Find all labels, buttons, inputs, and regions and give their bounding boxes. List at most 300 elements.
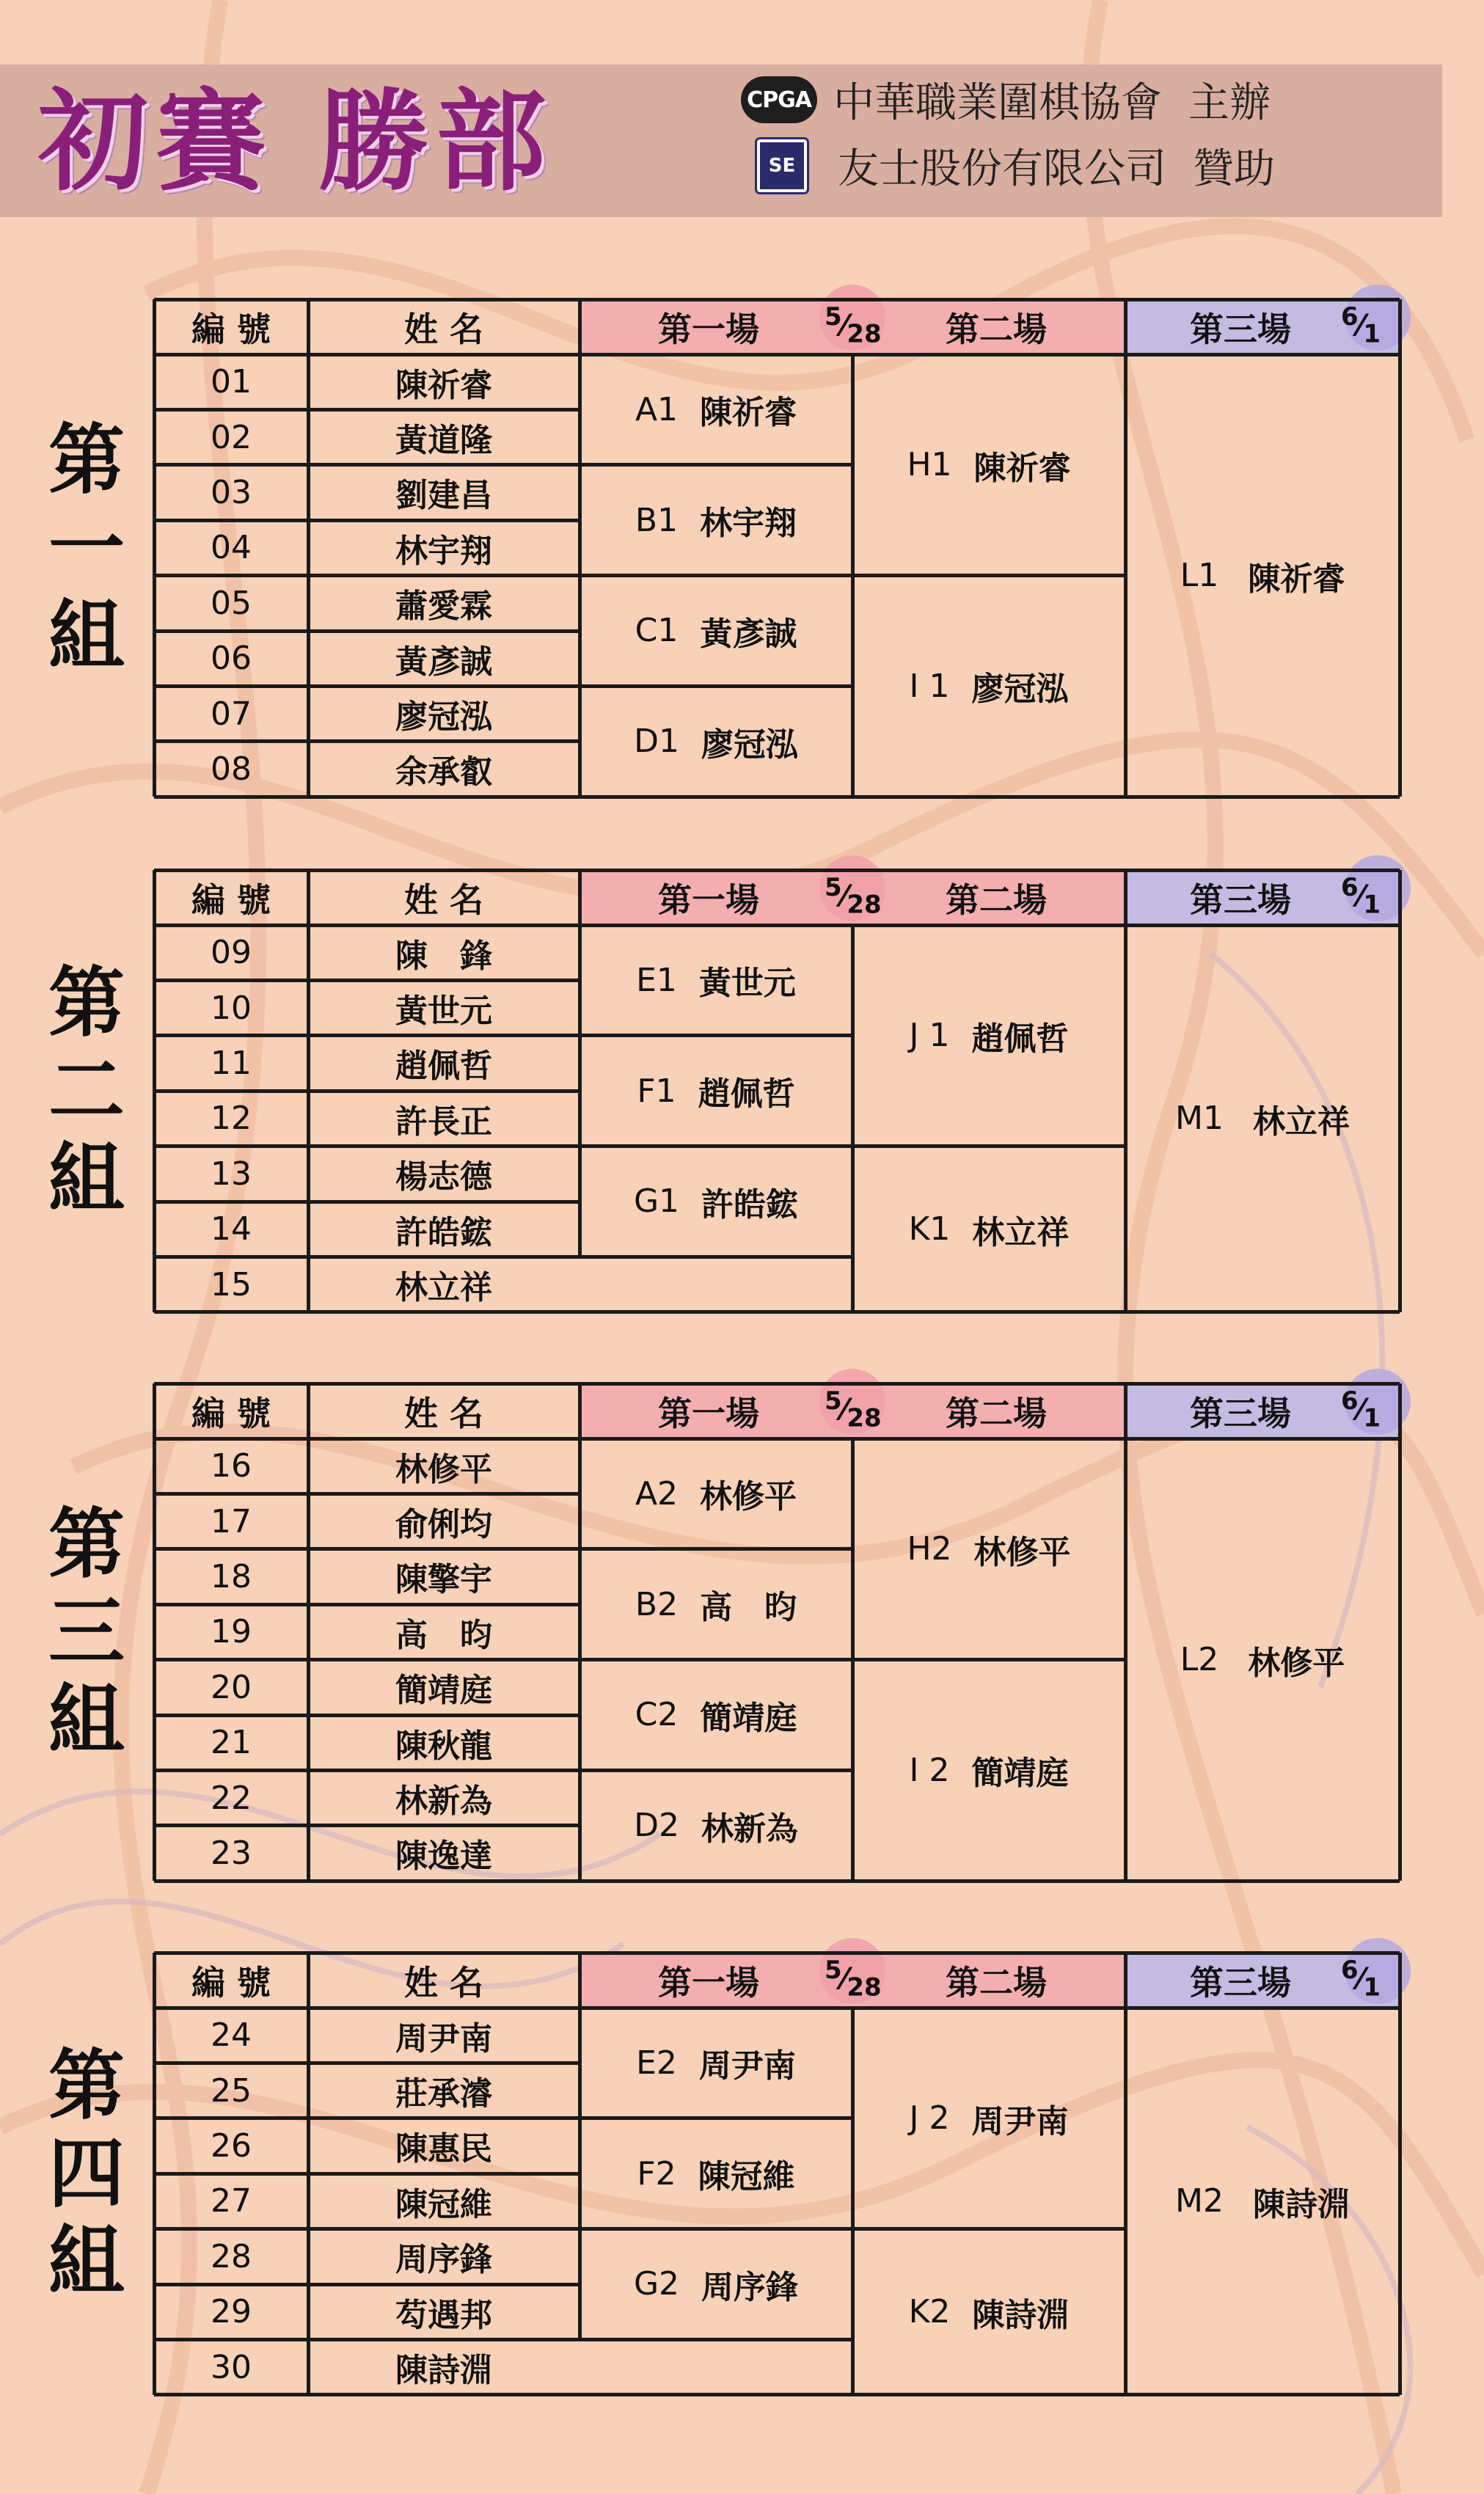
- player-name: 陳秋龍: [395, 1727, 492, 1765]
- round3-match: [1125, 354, 1400, 797]
- bracket-line: [1398, 870, 1402, 1312]
- bracket-line: [578, 299, 582, 797]
- round1-match: [580, 576, 852, 687]
- round2-match: [852, 2008, 1125, 2229]
- bracket-line: [154, 1879, 1400, 1883]
- match-code: I 1: [909, 667, 950, 705]
- match-code: K1: [908, 1210, 951, 1248]
- player-name: 許皓鋐: [395, 1213, 492, 1251]
- round1-match: [580, 465, 852, 576]
- player-row: [154, 1147, 580, 1202]
- header-round2: 第二場: [946, 1393, 1047, 1433]
- match-code: M1: [1175, 1100, 1224, 1138]
- header-round1: 第一場: [658, 1962, 759, 2003]
- bracket-line: [154, 1310, 1400, 1314]
- match-winner: 林修平: [973, 1533, 1071, 1571]
- player-name: 高 昀: [395, 1616, 492, 1654]
- match-winner: 陳冠維: [698, 2158, 795, 2196]
- header-round2: 第二場: [946, 880, 1047, 920]
- player-number: 28: [211, 2237, 252, 2275]
- bracket-line: [154, 1547, 580, 1551]
- bracket-line: [154, 629, 580, 633]
- player-name: 陳惠民: [395, 2130, 492, 2168]
- bracket-line: [580, 574, 852, 577]
- player-row: [154, 354, 580, 409]
- player-row: [154, 2118, 580, 2173]
- bracket-line: [154, 2172, 580, 2176]
- bracket-line: [154, 574, 580, 577]
- match-code: J 1: [909, 1017, 950, 1055]
- match-winner: 陳詩淵: [1252, 2185, 1350, 2223]
- match-winner: 林修平: [700, 1478, 797, 1516]
- player-name: 莊承濬: [395, 2075, 492, 2113]
- player-number: 19: [211, 1613, 252, 1651]
- player-name: 陳祈睿: [395, 366, 492, 404]
- bracket-line: [580, 463, 852, 467]
- player-number: 08: [211, 750, 252, 788]
- bracket-line: [154, 1492, 580, 1496]
- group-label: [41, 1500, 132, 1764]
- bracket-line: [851, 2008, 855, 2395]
- round1-match: [580, 2118, 852, 2229]
- player-row: [154, 465, 580, 520]
- player-name: 蕭愛霖: [395, 588, 492, 626]
- match-winner: 黃彥誠: [700, 615, 797, 653]
- header-round1: 第一場: [658, 309, 759, 349]
- group-label-char: 第: [48, 415, 125, 505]
- player-number: 04: [211, 529, 252, 567]
- bracket-line: [154, 408, 580, 412]
- player-row: [154, 2063, 580, 2118]
- player-number: 20: [211, 1668, 252, 1706]
- header-name: 姓 名: [403, 1962, 483, 2003]
- player-number: 25: [211, 2071, 252, 2110]
- match-winner: 陳祈睿: [1248, 560, 1345, 598]
- match-winner: 簡靖庭: [971, 1755, 1069, 1793]
- player-row: [154, 2229, 580, 2284]
- group-label-char: 四: [48, 2129, 125, 2219]
- match-winner: 陳祈睿: [700, 394, 797, 432]
- bracket-line: [154, 2227, 580, 2231]
- player-row: [154, 1770, 580, 1825]
- bracket-line: [154, 739, 580, 743]
- bracket-line: [307, 870, 310, 1312]
- player-number: 03: [211, 473, 252, 511]
- round1-match: [580, 1549, 852, 1660]
- player-row: [154, 742, 580, 797]
- round1-match: [580, 1438, 852, 1549]
- player-number: 14: [211, 1210, 252, 1248]
- header-name: 姓 名: [403, 1393, 483, 1433]
- player-row: [154, 631, 580, 686]
- se-logo: SE: [757, 139, 807, 192]
- match-code: G1: [633, 1182, 680, 1221]
- header-round3: 第三場: [1190, 880, 1291, 920]
- bracket-line: [153, 1953, 156, 2395]
- bracket-line: [154, 979, 580, 982]
- match-code: G2: [633, 2265, 680, 2303]
- bracket-line: [851, 354, 855, 797]
- round1-match: [580, 1147, 852, 1257]
- round3-match: [1125, 1438, 1400, 1881]
- group-bracket-2: [154, 870, 1400, 1312]
- header-number: 編 號: [191, 880, 271, 920]
- round2-match: [852, 2229, 1125, 2395]
- player-number: 15: [211, 1265, 252, 1303]
- player-row: [154, 1604, 580, 1659]
- bracket-line: [580, 2116, 852, 2120]
- player-number: 16: [211, 1447, 252, 1485]
- round1-match: [580, 925, 852, 1036]
- bracket-line: [154, 298, 1400, 301]
- bracket-line: [580, 684, 852, 688]
- header-round3: 第三場: [1190, 1962, 1291, 2003]
- player-number: 21: [211, 1724, 252, 1762]
- bracket-line: [307, 1383, 310, 1881]
- round3-match: [1125, 2008, 1400, 2395]
- bracket-line: [154, 1769, 580, 1772]
- player-row: [154, 1091, 580, 1146]
- group-label-char: 第: [48, 2041, 125, 2131]
- bracket-line: [580, 1255, 852, 1259]
- group-label-char: 組: [48, 1675, 125, 1766]
- round1-match: [580, 686, 852, 797]
- round1-match: [580, 1036, 852, 1147]
- bracket-line: [580, 1034, 852, 1037]
- group-label-char: 一: [48, 503, 125, 593]
- header-round1: 第一場: [658, 880, 759, 920]
- match-winner: 趙佩哲: [971, 1020, 1069, 1058]
- player-number: 05: [211, 584, 252, 622]
- bracket-line: [1124, 870, 1127, 1312]
- group-label-char: 二: [48, 1046, 125, 1136]
- date-round3: $^6⁄_1$: [1341, 302, 1381, 349]
- player-row: [154, 686, 580, 741]
- bracket-line: [154, 2061, 580, 2065]
- match-winner: 許皓鋐: [701, 1185, 799, 1224]
- player-row: [154, 1549, 580, 1604]
- header-round3: 第三場: [1190, 1393, 1291, 1433]
- player-name: 林立祥: [395, 1269, 492, 1307]
- player-row: [154, 1438, 580, 1493]
- header-round2: 第二場: [946, 1962, 1047, 2003]
- player-row: [154, 520, 580, 575]
- bracket-line: [154, 1089, 580, 1093]
- bracket-line: [154, 1382, 1400, 1386]
- player-row: [154, 925, 580, 980]
- player-row: [154, 2339, 580, 2394]
- player-number: 09: [211, 934, 252, 972]
- match-code: L1: [1180, 557, 1219, 595]
- match-winner: 趙佩哲: [698, 1075, 795, 1113]
- bracket-line: [154, 1603, 580, 1606]
- match-code: F1: [637, 1072, 676, 1110]
- header-name: 姓 名: [403, 309, 483, 349]
- group-bracket-1: [154, 299, 1400, 797]
- group-bracket-4: [154, 1953, 1400, 2395]
- player-name: 芶遇邦: [395, 2296, 492, 2334]
- player-name: 許長正: [395, 1102, 492, 1141]
- match-code: B2: [635, 1585, 679, 1623]
- round2-match: [852, 1660, 1125, 1882]
- bracket-line: [154, 795, 1400, 799]
- bracket-line: [580, 1547, 852, 1551]
- player-name: 林宇翔: [395, 532, 492, 570]
- player-name: 簡靖庭: [395, 1672, 492, 1710]
- match-code: A2: [635, 1474, 679, 1513]
- match-winner: 周序鋒: [701, 2268, 799, 2306]
- organizer-name: 中華職業圍棋協會: [833, 79, 1162, 127]
- group-label-char: 第: [48, 958, 125, 1048]
- round2-match: [852, 1147, 1125, 1312]
- match-code: E2: [636, 2044, 677, 2082]
- group-label: [41, 959, 132, 1223]
- player-name: 劉建昌: [395, 477, 492, 515]
- bracket-line: [852, 574, 1125, 577]
- match-winner: 廖冠泓: [701, 725, 798, 764]
- match-winner: 黃世元: [698, 965, 796, 1003]
- bracket-line: [1124, 1383, 1127, 1881]
- match-code: C2: [635, 1696, 679, 1734]
- bracket-line: [154, 1144, 580, 1148]
- player-number: 22: [211, 1779, 252, 1817]
- bracket-line: [154, 519, 580, 522]
- bracket-line: [1398, 1383, 1402, 1881]
- bracket-line: [852, 1144, 1125, 1148]
- bracket-line: [580, 2338, 852, 2341]
- bracket-line: [852, 2227, 1125, 2231]
- player-name: 黃彥誠: [395, 643, 492, 681]
- player-name: 陳 鋒: [395, 937, 492, 975]
- player-name: 陳冠維: [395, 2185, 492, 2223]
- player-name: 周序鋒: [395, 2241, 492, 2279]
- match-winner: 簡靖庭: [700, 1699, 797, 1737]
- header-round1: 第一場: [658, 1393, 759, 1433]
- player-name: 俞俐均: [395, 1506, 492, 1544]
- match-code: E1: [636, 961, 677, 999]
- match-winner: 林立祥: [972, 1213, 1070, 1251]
- player-number: 02: [211, 418, 252, 456]
- bracket-line: [154, 868, 1400, 872]
- player-name: 林修平: [395, 1450, 492, 1488]
- bracket-line: [580, 1769, 852, 1772]
- bracket-line: [1398, 299, 1402, 797]
- player-name: 周尹南: [395, 2019, 492, 2058]
- match-code: K2: [908, 2293, 951, 2331]
- player-number: 13: [211, 1155, 252, 1193]
- player-name: 林新為: [395, 1782, 492, 1821]
- match-code: H2: [907, 1530, 952, 1568]
- match-code: F2: [637, 2154, 676, 2193]
- player-number: 10: [211, 989, 252, 1027]
- round3-match: [1125, 925, 1400, 1312]
- round2-match: [852, 1438, 1125, 1660]
- bracket-line: [154, 2283, 580, 2286]
- player-row: [154, 576, 580, 631]
- header-round2: 第二場: [946, 309, 1047, 349]
- bracket-line: [1124, 299, 1127, 797]
- bracket-line: [154, 684, 580, 688]
- bracket-line: [578, 1383, 582, 1881]
- round2-match: [852, 576, 1125, 797]
- bracket-line: [578, 1953, 582, 2339]
- bracket-line: [580, 2227, 852, 2231]
- group-label-char: 組: [48, 2217, 125, 2307]
- match-code: C1: [635, 612, 679, 650]
- organizer-role: 主辦: [1188, 79, 1271, 127]
- bracket-line: [154, 924, 1400, 927]
- player-number: 29: [211, 2293, 252, 2331]
- sponsor-row: [741, 136, 1275, 195]
- bracket-line: [154, 1437, 1400, 1441]
- bracket-line: [851, 1438, 855, 1881]
- page-title: 初賽 勝部: [38, 77, 554, 206]
- group-bracket-3: [154, 1383, 1400, 1881]
- group-label-char: 組: [48, 1134, 125, 1224]
- player-number: 07: [211, 695, 252, 733]
- player-number: 24: [211, 2016, 252, 2055]
- date-round1: $^5⁄_{28}$: [825, 1386, 882, 1433]
- header-name: 姓 名: [403, 880, 483, 920]
- player-number: 30: [211, 2348, 252, 2386]
- bracket-line: [580, 1144, 852, 1148]
- match-winner: 林宇翔: [700, 505, 797, 543]
- player-row: [154, 1493, 580, 1548]
- match-winner: 林新為: [701, 1810, 798, 1848]
- round1-match: [580, 1770, 852, 1881]
- match-winner: 陳祈睿: [973, 449, 1071, 487]
- bracket-line: [154, 2116, 580, 2120]
- bracket-line: [307, 299, 310, 797]
- header-number: 編 號: [191, 1393, 271, 1433]
- date-round1: $^5⁄_{28}$: [825, 302, 882, 349]
- player-row: [154, 1660, 580, 1715]
- player-row: [154, 1202, 580, 1257]
- match-code: D2: [634, 1807, 679, 1845]
- round1-match: [580, 1660, 852, 1771]
- bracket-line: [154, 1951, 1400, 1955]
- bracket-line: [307, 1953, 310, 2395]
- bracket-line: [154, 353, 1400, 356]
- player-row: [154, 1715, 580, 1770]
- header-round3: 第三場: [1190, 309, 1291, 349]
- sponsor-role: 贊助: [1193, 145, 1275, 193]
- date-round3: $^6⁄_1$: [1341, 1956, 1381, 2003]
- player-name: 廖冠泓: [395, 698, 492, 736]
- date-round3: $^6⁄_1$: [1341, 1386, 1381, 1433]
- match-winner: 陳詩淵: [972, 2296, 1070, 2334]
- player-name: 黃世元: [395, 992, 492, 1031]
- date-round3: $^6⁄_1$: [1341, 873, 1381, 920]
- round2-match: [852, 925, 1125, 1147]
- round2-match: [852, 354, 1125, 576]
- player-row: [154, 1257, 580, 1312]
- player-number: 17: [211, 1502, 252, 1540]
- player-name: 陳擎宇: [395, 1561, 492, 1599]
- player-name: 黃道隆: [395, 422, 492, 460]
- player-number: 01: [211, 363, 252, 401]
- player-row: [154, 409, 580, 464]
- player-name: 陳逸達: [395, 1837, 492, 1876]
- bracket-line: [851, 925, 855, 1312]
- date-round1: $^5⁄_{28}$: [825, 1956, 882, 2003]
- player-name: 余承叡: [395, 753, 492, 791]
- match-code: B1: [635, 501, 679, 539]
- bracket-line: [153, 870, 156, 1312]
- bracket-line: [153, 299, 156, 797]
- group-label: [41, 2041, 132, 2305]
- group-label: [41, 416, 132, 680]
- player-row: [154, 2008, 580, 2063]
- player-row: [154, 980, 580, 1035]
- player-row: [154, 1826, 580, 1881]
- match-code: H1: [907, 446, 952, 484]
- bracket-line: [154, 1200, 580, 1204]
- player-number: 06: [211, 640, 252, 678]
- cpga-logo: CPGA: [741, 76, 817, 123]
- player-row: [154, 2284, 580, 2339]
- bracket-line: [154, 1658, 580, 1661]
- match-winner: 周尹南: [971, 2102, 1069, 2140]
- match-code: J 2: [909, 2099, 950, 2138]
- bracket-line: [1124, 1953, 1127, 2395]
- match-winner: 高 昀: [700, 1589, 797, 1627]
- date-round1: $^5⁄_{28}$: [825, 873, 882, 920]
- player-number: 11: [211, 1044, 252, 1082]
- bracket-line: [154, 463, 580, 467]
- header-number: 編 號: [191, 309, 271, 349]
- organizer-row: [741, 70, 1271, 129]
- player-number: 12: [211, 1100, 252, 1138]
- round1-match: [580, 2008, 852, 2118]
- player-name: 楊志德: [395, 1158, 492, 1196]
- bracket-line: [580, 1658, 852, 1661]
- match-code: A1: [635, 390, 679, 428]
- bracket-line: [154, 2006, 1400, 2010]
- bracket-line: [852, 1658, 1125, 1661]
- match-winner: 林修平: [1248, 1644, 1345, 1682]
- player-number: 26: [211, 2127, 252, 2165]
- match-code: M2: [1175, 2182, 1224, 2220]
- round1-match: [580, 2229, 852, 2340]
- bracket-line: [578, 870, 582, 1257]
- bracket-line: [153, 1383, 156, 1881]
- round1-match: [580, 354, 852, 465]
- bracket-line: [154, 1714, 580, 1717]
- group-label-char: 第: [48, 1499, 125, 1590]
- match-code: I 2: [909, 1751, 950, 1789]
- player-name: 陳詩淵: [395, 2352, 492, 2390]
- player-number: 23: [211, 1834, 252, 1872]
- header-number: 編 號: [191, 1962, 271, 2003]
- bracket-line: [154, 1034, 580, 1037]
- match-code: L2: [1180, 1641, 1219, 1679]
- bracket-line: [1398, 1953, 1402, 2395]
- match-code: D1: [634, 723, 679, 761]
- player-number: 27: [211, 2182, 252, 2220]
- bracket-line: [154, 2393, 1400, 2396]
- sponsor-name: 友士股份有限公司: [838, 145, 1166, 193]
- match-winner: 林立祥: [1252, 1102, 1350, 1141]
- match-winner: 周尹南: [698, 2047, 796, 2085]
- player-number: 18: [211, 1557, 252, 1595]
- group-label-char: 組: [48, 591, 125, 681]
- player-name: 趙佩哲: [395, 1047, 492, 1086]
- group-label-char: 三: [48, 1587, 125, 1678]
- player-row: [154, 1036, 580, 1091]
- bracket-line: [154, 1824, 580, 1827]
- match-winner: 廖冠泓: [971, 670, 1069, 709]
